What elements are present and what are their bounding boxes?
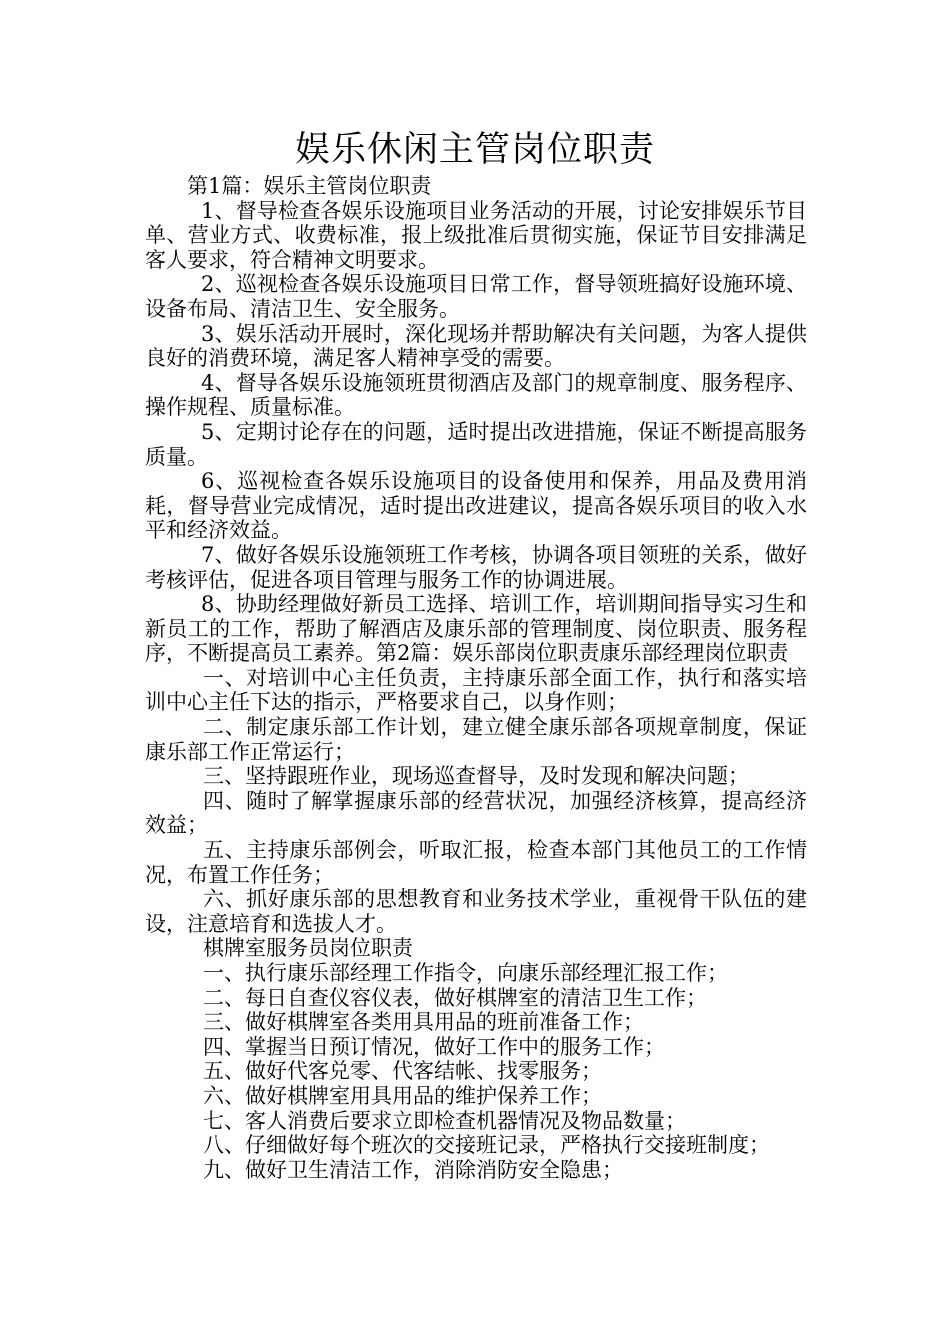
section1-heading: 第1篇：娱乐主管岗位职责 — [187, 174, 432, 198]
section1-item: 4、督导各娱乐设施领班贯彻酒店及部门的规章制度、服务程序、操作规程、质量标准。 — [145, 370, 807, 420]
document-body — [145, 174, 807, 1182]
section3-item: 八、仔细做好每个班次的交接班记录，严格执行交接班制度； — [203, 1133, 770, 1158]
section3-item: 三、做好棋牌室各类用具用品的班前准备工作； — [203, 1010, 644, 1035]
section3-item: 四、掌握当日预订情况，做好工作中的服务工作； — [203, 1034, 665, 1059]
section1-item: 3、娱乐活动开展时，深化现场并帮助解决有关问题，为客人提供良好的消费环境，满足客人精神享受的需要。 — [145, 321, 807, 371]
section1-item: 7、做好各娱乐设施领班工作考核，协调各项目领班的关系，做好考核评估，促进各项目管理与服务工作的协调进展。 — [145, 542, 807, 592]
section2-item: 三、坚持跟班作业，现场巡查督导，及时发现和解决问题； — [203, 764, 749, 789]
section1-item: 8、协助经理做好新员工选择、培训工作，培训期间指导实习生和新员工的工作，帮助了解酒店及康乐部的管理制度、岗位职责、服务程序，不断提高员工素养。第2篇：娱乐部岗位职责康乐部经理岗位职责 — [145, 592, 807, 666]
section3-heading: 棋牌室服务员岗位职责 — [203, 936, 413, 961]
section1-item: 2、巡视检查各娱乐设施项目日常工作，督导领班搞好设施环境、设备布局、清洁卫生、安全服务。 — [145, 272, 807, 321]
section3-item: 一、执行康乐部经理工作指令，向康乐部经理汇报工作； — [203, 961, 728, 985]
section3-item: 二、每日自查仪容仪表，做好棋牌室的清洁卫生工作； — [203, 985, 707, 1010]
section2-item: 四、随时了解掌握康乐部的经营状况，加强经济核算，提高经济效益； — [145, 788, 807, 838]
section3-item: 七、客人消费后要求立即检查机器情况及物品数量； — [203, 1108, 686, 1133]
section2-item: 二、制定康乐部工作计划，建立健全康乐部各项规章制度，保证康乐部工作正常运行； — [145, 715, 807, 764]
section1-item: 1、督导检查各娱乐设施项目业务活动的开展，讨论安排娱乐节目单、营业方式、收费标准，报上级批准后贯彻实施，保证节目安排满足客人要求，符合精神文明要求。 — [145, 198, 807, 272]
section2-item: 一、对培训中心主任负责，主持康乐部全面工作，执行和落实培训中心主任下达的指示，严格要求自己，以身作则； — [145, 665, 807, 715]
section3-item: 五、做好代客兑零、代客结帐、找零服务； — [203, 1059, 602, 1084]
section1-item: 5、定期讨论存在的问题，适时提出改进措施，保证不断提高服务质量。 — [145, 419, 807, 469]
document-title: 娱乐休闲主管岗位职责 — [294, 130, 655, 170]
section1-item: 6、巡视检查各娱乐设施项目的设备使用和保养，用品及费用消耗，督导营业完成情况，适时提出改进建议，提高各娱乐项目的收入水平和经济效益。 — [145, 469, 807, 543]
section3-item: 九、做好卫生清洁工作，消除消防安全隐患； — [203, 1157, 623, 1182]
section3-item: 六、做好棋牌室用具用品的维护保养工作； — [203, 1083, 602, 1108]
section2-item: 六、抓好康乐部的思想教育和业务技术学业，重视骨干队伍的建设，注意培育和选拔人才。 — [145, 887, 807, 936]
section2-item: 五、主持康乐部例会，听取汇报，检查本部门其他员工的工作情况，布置工作任务； — [145, 838, 807, 887]
